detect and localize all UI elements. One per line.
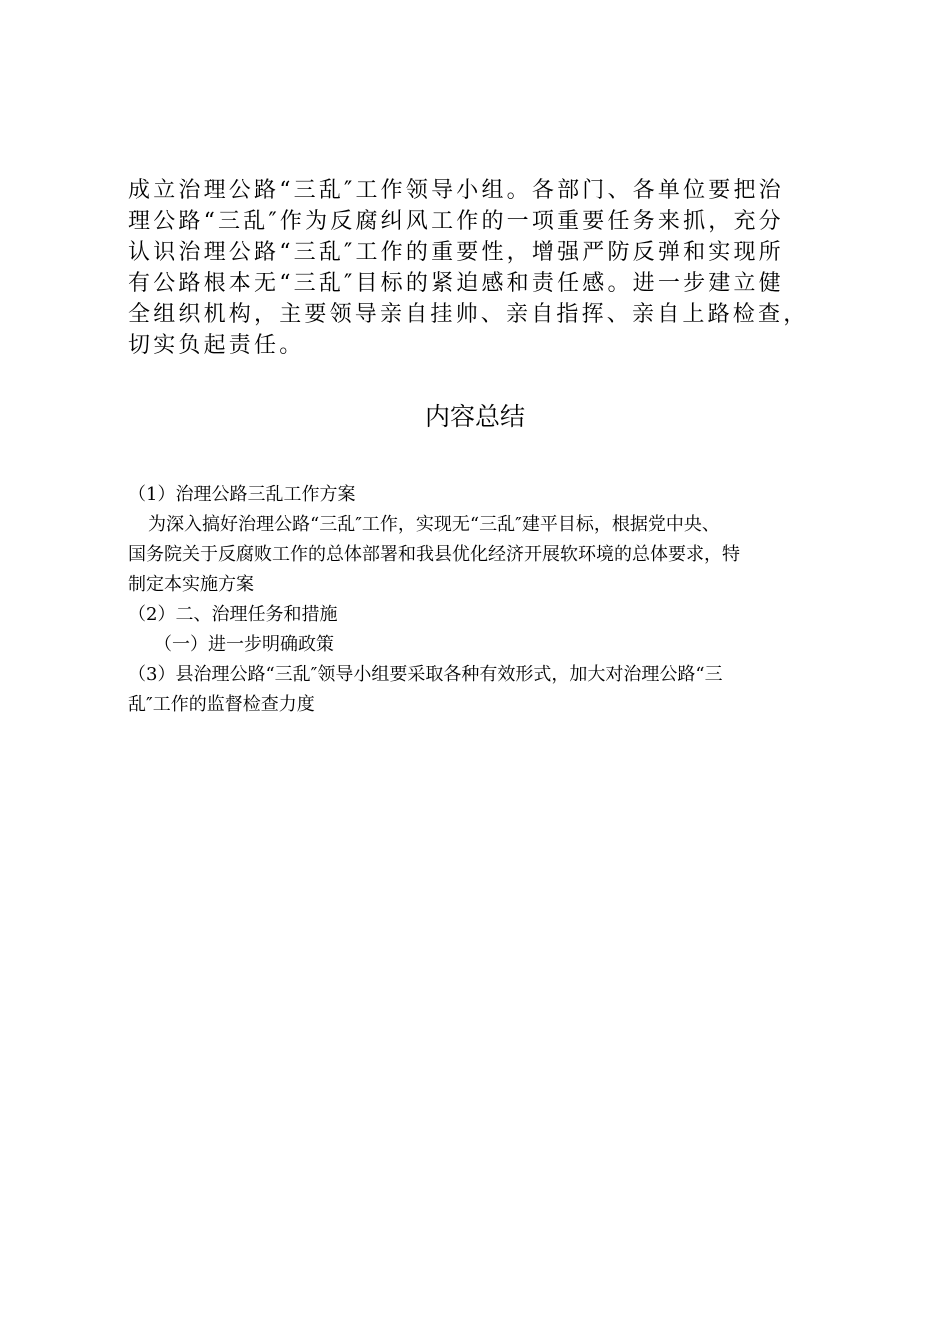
summary-item-3-line: （3）县治理公路“三乱″领导小组要采取各种有效形式，加大对治理公路“三	[128, 664, 723, 685]
summary-item-2-heading: （2）二、治理任务和措施	[128, 604, 338, 625]
intro-line: 理公路“三乱″作为反腐纠风工作的一项重要任务来抓，充分	[128, 209, 784, 234]
summary-title: 内容总结	[424, 402, 525, 431]
intro-line: 认识治理公路“三乱″工作的重要性，增强严防反弹和实现所	[128, 240, 784, 265]
summary-item-1-body-line: 国务院关于反腐败工作的总体部署和我县优化经济开展软环境的总体要求，特	[128, 544, 740, 565]
summary-item-1-body-line: 为深入搞好治理公路“三乱″工作，实现无“三乱″建平目标，根据党中央、	[148, 514, 720, 535]
summary-item-1-body-line: 制定本实施方案	[128, 574, 254, 595]
intro-line: 全组织机构，主要领导亲自挂帅、亲自指挥、亲自上路检查，	[128, 302, 809, 327]
summary-item-2-subheading: （一）进一步明确政策	[154, 634, 334, 655]
summary-item-3-line: 乱″工作的监督检查力度	[128, 694, 315, 715]
intro-line: 有公路根本无“三乱″目标的紧迫感和责任感。进一步建立健	[128, 271, 784, 296]
summary-section	[128, 480, 838, 720]
intro-line: 成立治理公路“三乱″工作领导小组。各部门、各单位要把治	[128, 178, 784, 203]
summary-item-1-heading: （1）治理公路三乱工作方案	[128, 484, 356, 505]
intro-paragraph	[128, 175, 828, 361]
intro-line: 切实负起责任。	[128, 333, 305, 358]
